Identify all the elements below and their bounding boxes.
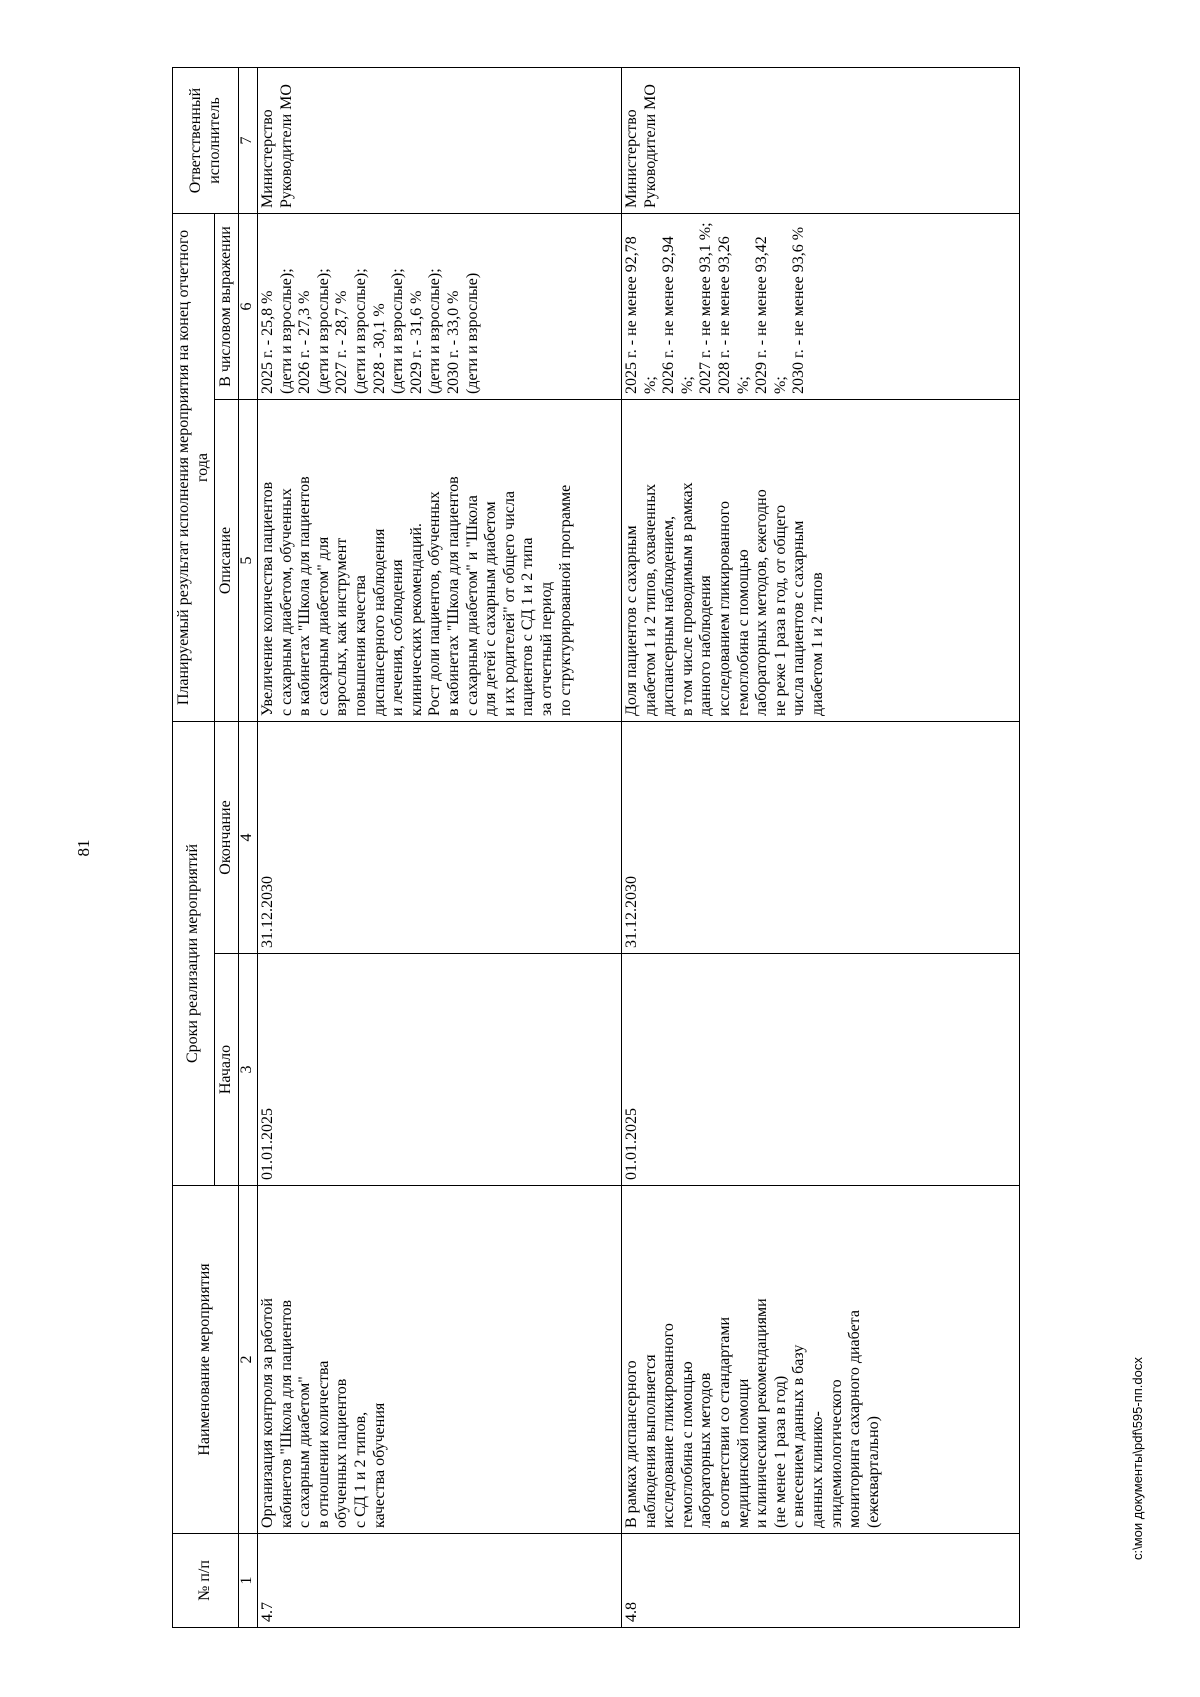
header-description: Описание [215, 400, 239, 722]
rotated-table-wrapper [172, 68, 1020, 1628]
row-name: В рамках диспансерного наблюдения выполняется исследование гликированного гемоглобина с помощью лабораторных методов в соответствии со стандартами медицинской помощи и клиническими рекомендациями (не менее 1 раза в год) с внесением данных в базу данных клинико- эпидемиологического мониторинга сахарного диабета (ежеквартально) [622, 1186, 1020, 1534]
column-number: 1 [239, 1534, 258, 1628]
table-row [622, 68, 1020, 1628]
row-executor: Министерство Руководители МО [258, 68, 622, 214]
header-no: № п/п [173, 1534, 239, 1628]
row-end: 31.12.2030 [258, 722, 622, 954]
header-result: Планируемый результат исполнения мероприятия на конец отчетного года [173, 214, 215, 722]
row-description: Доля пациентов с сахарным диабетом 1 и 2 типов, охваченных диспансерным наблюдением, в том числе проводимым в рамках данного наблюдения исследованием гликированного гемоглобина с помощью лабораторных методов, ежегодно не реже 1 раза в год, от общего числа пациентов с сахарным диабетом 1 и 2 типов [622, 400, 1020, 722]
row-description: Увеличение количества пациентов с сахарным диабетом, обученных в кабинетах "Школа для пациентов с сахарным диабетом" для взрослых, как инструмент повышения качества диспансерного наблюдения и лечения, соблюдения клинических рекомендаций. Рост доли пациентов, обученных в кабинетах "Школа для пациентов с сахарным диабетом" и "Школа для детей с сахарным диабетом и их родителей" от общего числа пациентов с СД 1 и 2 типа за отчетный период по структурированной программе [258, 400, 622, 722]
header-end: Окончание [215, 722, 239, 954]
row-start: 01.01.2025 [622, 954, 1020, 1186]
column-number: 4 [239, 722, 258, 954]
row-no: 4.7 [258, 1534, 622, 1628]
row-name: Организация контроля за работой кабинетов "Школа для пациентов с сахарным диабетом" в отношении количества обученных пациентов с СД 1 и 2 типов, качества обучения [258, 1186, 622, 1534]
table-row [258, 68, 622, 1628]
row-numeric: 2025 г. - не менее 92,78 %; 2026 г. - не менее 92,94 %; 2027 г. - не менее 93,1 %; 2028 г. - не менее 93,26 %; 2029 г. - не менее 93,42 %; 2030 г. - не менее 93,6 % [622, 214, 1020, 400]
row-no: 4.8 [622, 1534, 1020, 1628]
column-number: 2 [239, 1186, 258, 1534]
row-executor: Министерство Руководители МО [622, 68, 1020, 214]
header-start: Начало [215, 954, 239, 1186]
file-path: c:\мои документы\pdf\595-пп.docx [1130, 1357, 1145, 1560]
header-numeric: В числовом выражении [215, 214, 239, 400]
header-period: Сроки реализации мероприятий [173, 722, 215, 1186]
column-number: 6 [239, 214, 258, 400]
measures-table [172, 67, 1020, 1628]
page-number: 81 [74, 839, 93, 857]
header-executor: Ответственный исполнитель [173, 68, 239, 214]
column-number: 3 [239, 954, 258, 1186]
header-name: Наименование мероприятия [173, 1186, 239, 1534]
row-numeric: 2025 г. - 25,8 % (дети и взрослые); 2026 г. - 27,3 % (дети и взрослые); 2027 г. - 28,7 % (дети и взрослые); 2028 - 30,1 % (дети и взрослые); 2029 г. - 31,6 % (дети и взрослые); 2030 г. - 33,0 % (дети и взрослые) [258, 214, 622, 400]
column-number: 7 [239, 68, 258, 214]
row-end: 31.12.2030 [622, 722, 1020, 954]
row-start: 01.01.2025 [258, 954, 622, 1186]
column-number: 5 [239, 400, 258, 722]
